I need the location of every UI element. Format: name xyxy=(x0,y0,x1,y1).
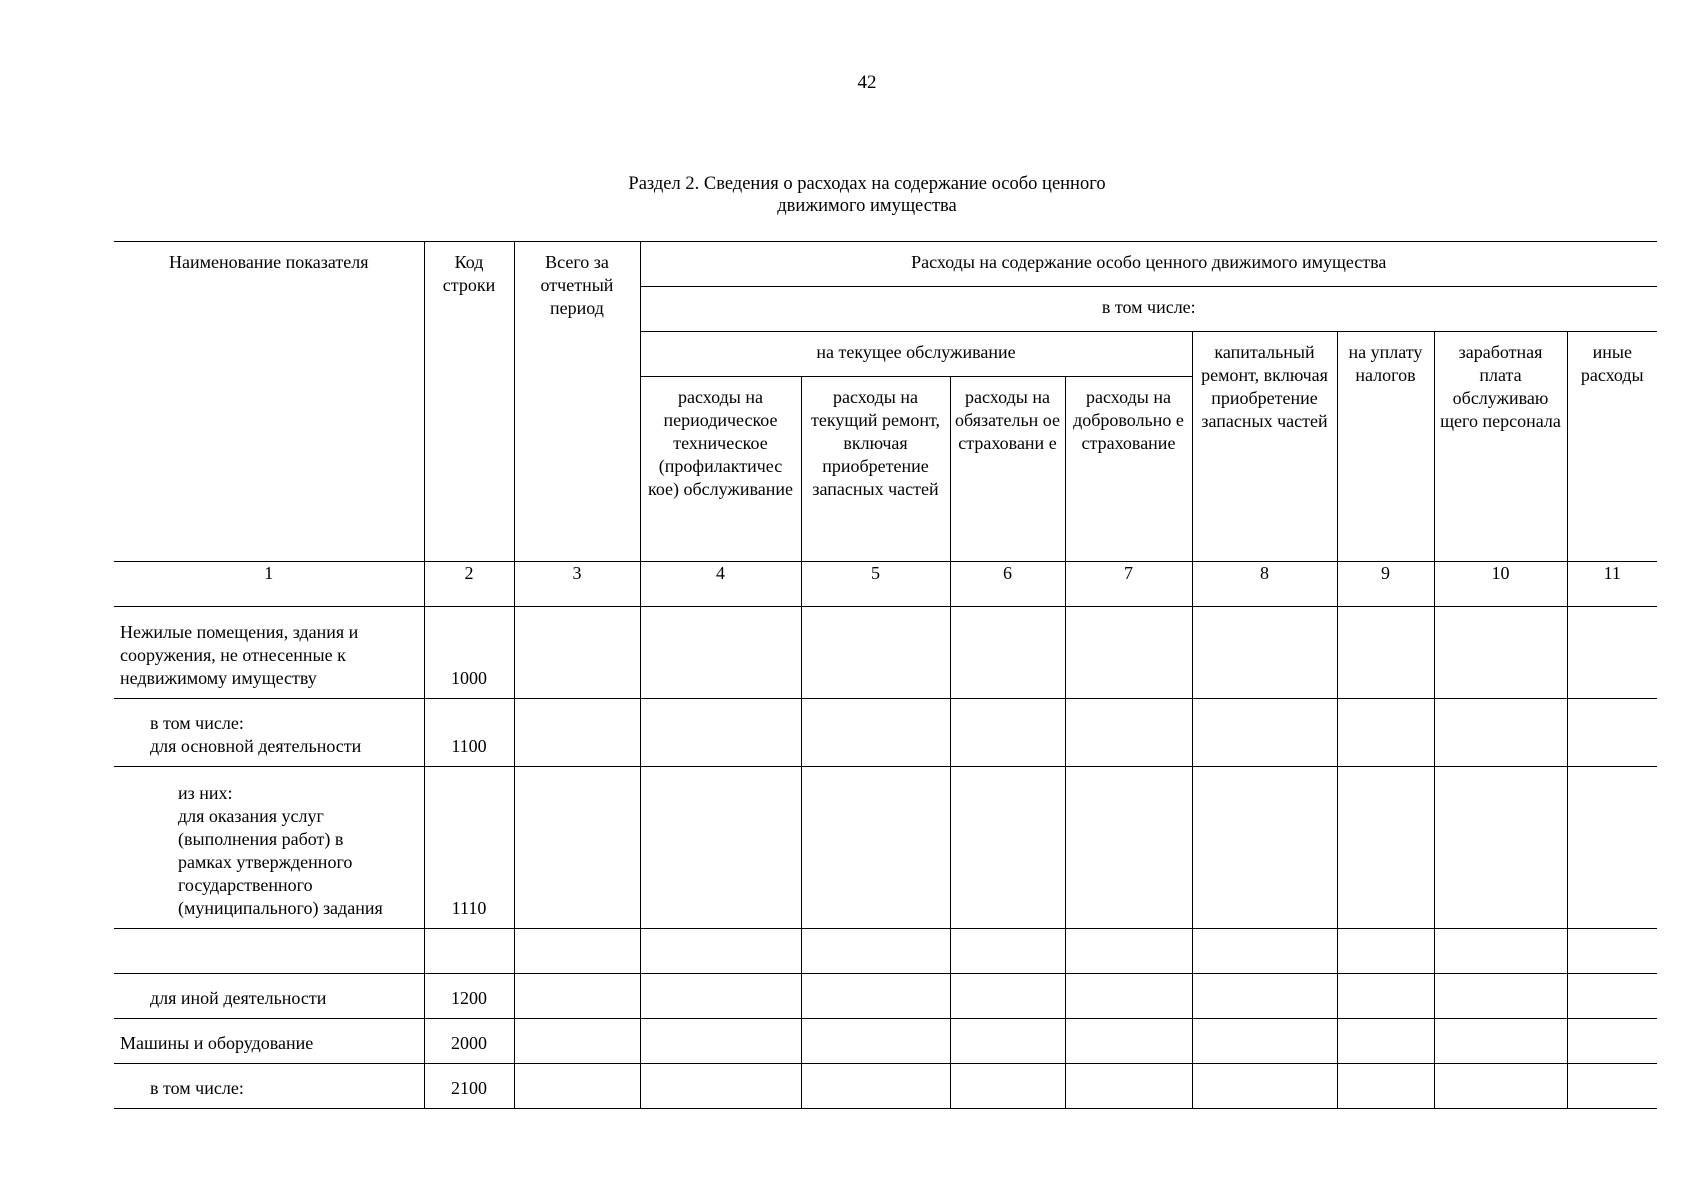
row-name xyxy=(114,607,424,699)
column-number-5: 5 xyxy=(801,562,950,607)
column-number-8: 8 xyxy=(1192,562,1337,607)
column-number-10: 10 xyxy=(1434,562,1567,607)
page-number: 42 xyxy=(857,72,877,93)
value-cell-col-5[interactable] xyxy=(801,767,950,929)
value-cell-col-5[interactable] xyxy=(801,1019,950,1064)
header-other: иные расходы xyxy=(1567,332,1657,562)
value-cell-col-7[interactable] xyxy=(1065,767,1192,929)
row-name-line: (муниципального) задания xyxy=(178,898,383,918)
value-cell-col-5[interactable] xyxy=(801,607,950,699)
row-name-line: из них: xyxy=(178,783,233,803)
value-cell-col-8[interactable] xyxy=(1192,929,1337,974)
row-name-line: недвижимому имуществу xyxy=(120,668,317,688)
header-name: Наименование показателя xyxy=(114,242,424,562)
value-cell-col-10[interactable] xyxy=(1434,974,1567,1019)
header-capital-repair: капитальный ремонт, включая приобретение запасных частей xyxy=(1192,332,1337,562)
value-cell-col-8[interactable] xyxy=(1192,974,1337,1019)
value-cell-col-9[interactable] xyxy=(1337,1064,1434,1109)
value-cell-col-8[interactable] xyxy=(1192,607,1337,699)
value-cell-col-6[interactable] xyxy=(950,1019,1065,1064)
section-title-line-2: движимого имущества xyxy=(777,196,957,216)
value-cell-col-10[interactable] xyxy=(1434,767,1567,929)
value-cell-col-11[interactable] xyxy=(1567,767,1657,929)
row-name-line: сооружения, не отнесенные к xyxy=(120,645,346,665)
header-taxes: на уплату налогов xyxy=(1337,332,1434,562)
row-name-line: (выполнения работ) в xyxy=(178,829,344,849)
expenses-table xyxy=(114,241,1657,1109)
header-mandatory-insurance: расходы на обязательн ое страховани е xyxy=(950,377,1065,562)
value-cell-col-6[interactable] xyxy=(950,699,1065,767)
value-cell-col-8[interactable] xyxy=(1192,767,1337,929)
value-cell-col-7[interactable] xyxy=(1065,1019,1192,1064)
table-row xyxy=(114,974,1657,1019)
value-cell-col-7[interactable] xyxy=(1065,929,1192,974)
value-cell-col-10[interactable] xyxy=(1434,699,1567,767)
value-cell-col-5[interactable] xyxy=(801,699,950,767)
header-salary: заработная плата обслуживаю щего персонала xyxy=(1434,332,1567,562)
header-expenses: Расходы на содержание особо ценного движимого имущества xyxy=(640,242,1657,287)
header-periodic: расходы на периодическое техническое (профилактичес кое) обслуживание xyxy=(640,377,801,562)
value-cell-col-11[interactable] xyxy=(1567,699,1657,767)
row-code: 1200 xyxy=(424,974,514,1019)
column-number-4: 4 xyxy=(640,562,801,607)
value-cell-col-11[interactable] xyxy=(1567,974,1657,1019)
value-cell-col-3[interactable] xyxy=(514,1019,640,1064)
row-name xyxy=(114,1064,424,1109)
value-cell-col-4[interactable] xyxy=(640,1064,801,1109)
header-voluntary-insurance: расходы на добровольно е страхование xyxy=(1065,377,1192,562)
row-name xyxy=(114,929,424,974)
row-name-line: Машины и оборудование xyxy=(120,1033,314,1053)
header-including: в том числе: xyxy=(640,287,1657,332)
row-name xyxy=(114,699,424,767)
value-cell-col-3[interactable] xyxy=(514,699,640,767)
row-name-line: в том числе: xyxy=(150,1078,244,1098)
header-current-maintenance: на текущее обслуживание xyxy=(640,332,1192,377)
row-code: 2000 xyxy=(424,1019,514,1064)
value-cell-col-4[interactable] xyxy=(640,1019,801,1064)
value-cell-col-5[interactable] xyxy=(801,1064,950,1109)
column-number-7: 7 xyxy=(1065,562,1192,607)
row-name xyxy=(114,974,424,1019)
value-cell-col-9[interactable] xyxy=(1337,974,1434,1019)
row-code: 1110 xyxy=(424,767,514,929)
value-cell-col-8[interactable] xyxy=(1192,699,1337,767)
column-number-1: 1 xyxy=(114,562,424,607)
value-cell-col-10[interactable] xyxy=(1434,1064,1567,1109)
row-name-line: рамках утвержденного xyxy=(178,852,353,872)
value-cell-col-7[interactable] xyxy=(1065,974,1192,1019)
value-cell-col-3[interactable] xyxy=(514,1064,640,1109)
column-number-3: 3 xyxy=(514,562,640,607)
value-cell-col-7[interactable] xyxy=(1065,1064,1192,1109)
value-cell-col-6[interactable] xyxy=(950,607,1065,699)
column-number-2: 2 xyxy=(424,562,514,607)
value-cell-col-4[interactable] xyxy=(640,929,801,974)
value-cell-col-6[interactable] xyxy=(950,1064,1065,1109)
value-cell-col-6[interactable] xyxy=(950,767,1065,929)
header-code: Код строки xyxy=(424,242,514,562)
value-cell-col-6[interactable] xyxy=(950,974,1065,1019)
value-cell-col-10[interactable] xyxy=(1434,1019,1567,1064)
value-cell-col-11[interactable] xyxy=(1567,929,1657,974)
value-cell-col-5[interactable] xyxy=(801,929,950,974)
value-cell-col-11[interactable] xyxy=(1567,1019,1657,1064)
value-cell-col-4[interactable] xyxy=(640,699,801,767)
value-cell-col-10[interactable] xyxy=(1434,929,1567,974)
row-name xyxy=(114,1019,424,1064)
value-cell-col-9[interactable] xyxy=(1337,1019,1434,1064)
row-code xyxy=(424,929,514,974)
row-name-line: для иной деятельности xyxy=(150,988,327,1008)
value-cell-col-4[interactable] xyxy=(640,974,801,1019)
row-name-line: Нежилые помещения, здания и xyxy=(120,622,359,642)
column-numbers-row xyxy=(114,562,1657,607)
value-cell-col-4[interactable] xyxy=(640,607,801,699)
table-row xyxy=(114,1064,1657,1109)
row-name-line xyxy=(120,942,421,965)
table-row xyxy=(114,767,1657,929)
row-name xyxy=(114,767,424,929)
value-cell-col-10[interactable] xyxy=(1434,607,1567,699)
column-number-11: 11 xyxy=(1567,562,1657,607)
value-cell-col-4[interactable] xyxy=(640,767,801,929)
row-name-line: государственного xyxy=(178,875,313,895)
value-cell-col-11[interactable] xyxy=(1567,1064,1657,1109)
section-title-line-1: Раздел 2. Сведения о расходах на содержание особо ценного xyxy=(628,174,1106,194)
value-cell-col-7[interactable] xyxy=(1065,699,1192,767)
value-cell-col-3[interactable] xyxy=(514,974,640,1019)
value-cell-col-7[interactable] xyxy=(1065,607,1192,699)
column-number-6: 6 xyxy=(950,562,1065,607)
value-cell-col-9[interactable] xyxy=(1337,607,1434,699)
value-cell-col-6[interactable] xyxy=(950,929,1065,974)
row-code: 1100 xyxy=(424,699,514,767)
table-row xyxy=(114,929,1657,974)
header-total: Всего за отчетный период xyxy=(514,242,640,562)
table-row xyxy=(114,607,1657,699)
row-name-line: для оказания услуг xyxy=(178,806,324,826)
value-cell-col-3[interactable] xyxy=(514,929,640,974)
value-cell-col-9[interactable] xyxy=(1337,929,1434,974)
table-row xyxy=(114,1019,1657,1064)
section-title xyxy=(0,173,1697,217)
value-cell-col-8[interactable] xyxy=(1192,1019,1337,1064)
row-code: 1000 xyxy=(424,607,514,699)
value-cell-col-9[interactable] xyxy=(1337,699,1434,767)
value-cell-col-5[interactable] xyxy=(801,974,950,1019)
table-row xyxy=(114,699,1657,767)
column-number-9: 9 xyxy=(1337,562,1434,607)
header-current-repair: расходы на текущий ремонт, включая приобретение запасных частей xyxy=(801,377,950,562)
value-cell-col-3[interactable] xyxy=(514,767,640,929)
row-name-line: для основной деятельности xyxy=(150,736,362,756)
value-cell-col-3[interactable] xyxy=(514,607,640,699)
row-code: 2100 xyxy=(424,1064,514,1109)
value-cell-col-8[interactable] xyxy=(1192,1064,1337,1109)
value-cell-col-11[interactable] xyxy=(1567,607,1657,699)
value-cell-col-9[interactable] xyxy=(1337,767,1434,929)
row-name-line: в том числе: xyxy=(150,713,244,733)
